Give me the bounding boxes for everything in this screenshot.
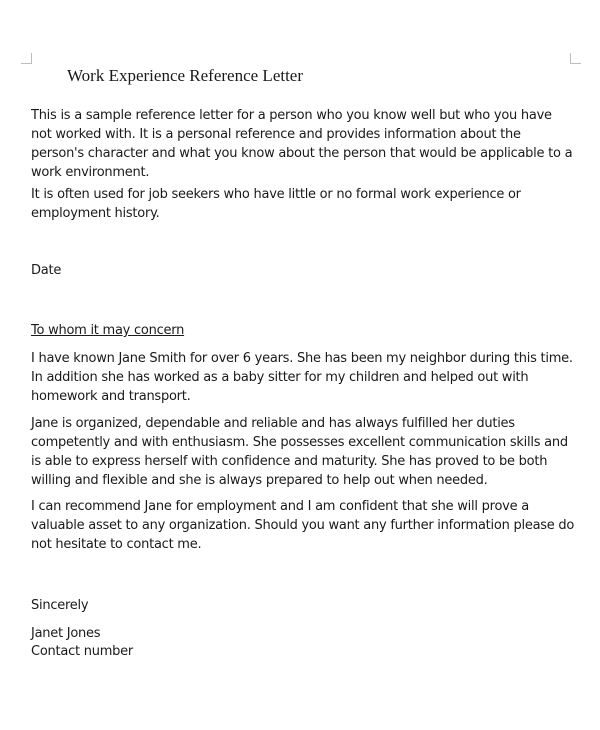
document-title: Work Experience Reference Letter: [67, 66, 304, 85]
intro-paragraph-2: It is often used for job seekers who have little or no formal work experience or employment history.: [31, 187, 521, 221]
letter-body-paragraph-1: I have known Jane Smith for over 6 years. She has been my neighbor during this time. In addition she has worked as a baby sitter for my children and helped out with homework and transport.: [31, 351, 573, 404]
date-label: Date: [31, 263, 62, 278]
closing: Sincerely: [31, 598, 89, 613]
letter-body-paragraph-3: I can recommend Jane for employment and I am confident that she will prove a valuable asset to any organization. Should you want any further information please do not hesitate to contact me.: [31, 499, 575, 552]
salutation: To whom it may concern: [31, 323, 185, 338]
letter-body-paragraph-2: Jane is organized, dependable and reliable and has always fulfilled her duties competently and with enthusiasm. She possesses excellent communication skills and is able to express herself with confidence and maturity. She has proved to be both willing and flexible and she is always prepared to help out when needed.: [31, 416, 568, 488]
margin-corner-mark-left: [21, 53, 32, 64]
margin-corner-mark-right: [570, 53, 581, 64]
intro-paragraph-1: This is a sample reference letter for a person who you know well but who you have not worked with. It is a personal reference and provides information about the person's character and what you know about the person that would be applicable to a work environment.: [31, 108, 573, 180]
signer-contact: Contact number: [31, 644, 133, 659]
signer-name: Janet Jones: [31, 626, 101, 641]
